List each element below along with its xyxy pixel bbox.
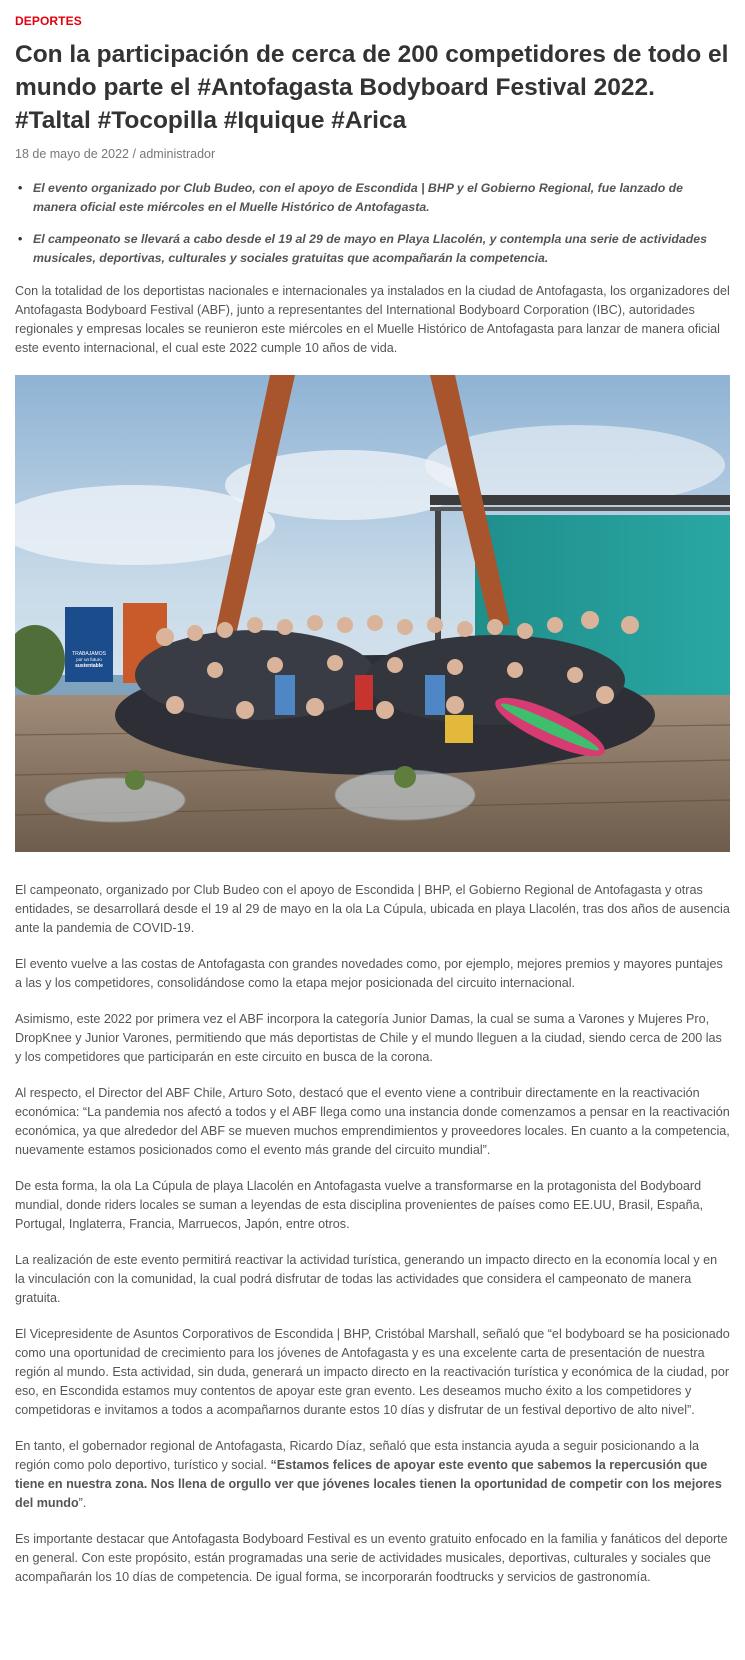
body-paragraph: Asimismo, este 2022 por primera vez el ABF incorpora la categoría Junior Damas, la cual se suma a Varones y Mujeres Pro, DropKnee y Junior Varones, permitiendo que más deportistas de Chile y el mundo lleguen a la ciudad, siendo cerca de 200 las y los competidores que participarán en este circuito en busca de la corona. — [15, 1012, 722, 1064]
bullet-icon: • — [18, 232, 23, 246]
meta-separator: / — [128, 147, 140, 161]
publish-date: 18 de mayo de 2022 — [15, 147, 129, 161]
event-photo — [15, 375, 730, 852]
governor-lead: En tanto, el gobernador regional de Antofagasta, Ricardo Díaz, señaló que esta instancia ayuda a seguir posicionando a la región como polo deportivo, turístico y social. — [15, 1439, 700, 1472]
body-paragraph: De esta forma, la ola La Cúpula de playa Llacolén en Antofagasta vuelve a transformarse en la protagonista del Bodyboard mundial, donde riders locales se suman a leyendas de esta disciplina provenientes de países como EE.UU, Brasil, España, Portugal, Inglaterra, Francia, Marruecos, Japón, entre otros. — [15, 1179, 704, 1231]
governor-tail: ”. — [78, 1496, 87, 1510]
governor-quote: “Estamos felices de apoyar este evento que sabemos la repercusión que tiene en nuestra zona. Nos llena de orgullo ver que jóvenes locales tienen la oportunidad de competir con los mejores del mundo — [15, 1458, 722, 1510]
article-meta — [15, 145, 730, 163]
governor-paragraph — [15, 1437, 730, 1513]
highlight-item — [18, 230, 730, 268]
closing-paragraph: Es importante destacar que Antofagasta Bodyboard Festival es un evento gratuito enfocado en la familia y fanáticos del deporte en general. Con este propósito, están programadas una serie de actividades musicales, deportivas, culturales y sociales que acompañarán los 10 días de competencia. De igual forma, se incorporarán foodtrucks y servicios de gastronomía. — [15, 1532, 728, 1584]
category-link[interactable]: DEPORTES — [15, 14, 82, 28]
banner-text-1: TRABAJAMOS — [72, 651, 106, 657]
article-title: Con la participación de cerca de 200 competidores de todo el mundo parte el #Antofagasta Bodyboard Festival 2022. #Taltal #Tocopilla #Iquique #Arica — [15, 41, 729, 134]
body-paragraph: Al respecto, el Director del ABF Chile, Arturo Soto, destacó que el evento viene a contribuir directamente en la reactivación económica: “La pandemia nos afectó a todos y el ABF llega como una instancia donde comenzamos a pensar en la reactivación económica, ya que alrededor del ABF se mueven muchos emprendimientos y proveedores locales. En cuanto a la competencia, nuevamente estamos posicionados como el evento más grande del circuito mundial”. — [15, 1086, 730, 1157]
body-paragraph: El campeonato, organizado por Club Budeo con el apoyo de Escondida | BHP, el Gobierno Regional de Antofagasta y otras entidades, se desarrollará desde el 19 al 29 de mayo en la ola La Cúpula, ubicada en playa Llacolén, tras dos años de ausencia ante la pandemia de COVID-19. — [15, 883, 730, 935]
bullet-icon: • — [18, 181, 23, 195]
banner-text-2: por un futuro — [76, 657, 102, 662]
body-paragraph: El evento vuelve a las costas de Antofagasta con grandes novedades como, por ejemplo, mejores premios y mayores puntajes a las y los competidores, consolidándose como la etapa mejor posicionada del circuito internacional. — [15, 957, 723, 990]
highlight-text: El campeonato se llevará a cabo desde el 19 al 29 de mayo en Playa Llacolén, y contempla una serie de actividades musicales, deportivas, culturales y sociales gratuitas que acompañarán la competencia. — [33, 232, 707, 265]
body-paragraph: El Vicepresidente de Asuntos Corporativos de Escondida | BHP, Cristóbal Marshall, señaló que “el bodyboard se ha posicionado como una oportunidad de crecimiento para los jóvenes de Antofagasta y es una excelente carta de presentación de nuestra región al mundo. Esta actividad, sin duda, generará un impacto directo en la reactivación turística y económica de la ciudad, por eso, en Escondida estamos muy contentos de apoyar este gran evento. Les deseamos mucho éxito a los competidores y competidoras e invitamos a todos a acompañarnos durante estos 10 días y disfrutar de un festival deportivo de alto nivel”. — [15, 1327, 730, 1417]
highlight-item — [18, 179, 730, 217]
body-paragraph: La realización de este evento permitirá reactivar la actividad turística, generando un impacto directo en la economía local y en la vinculación con la comunidad, la cual podrá disfrutar de todas las actividades que considera el campeonato de manera gratuita. — [15, 1253, 718, 1305]
author-link[interactable]: administrador — [139, 147, 216, 161]
highlights-list — [15, 179, 730, 268]
intro-paragraph: Con la totalidad de los deportistas nacionales e internacionales ya instalados en la ciudad de Antofagasta, los organizadores del Antofagasta Bodyboard Festival (ABF), junto a representantes del International Bodyboard Corporation (IBC), autoridades regionales y empresas locales se reunieron este miércoles en el Muelle Histórico de Antofagasta para lanzar de manera oficial este evento internacional, el cual este 2022 cumple 10 años de vida. — [15, 284, 730, 355]
highlight-text: El evento organizado por Club Budeo, con el apoyo de Escondida | BHP y el Gobierno Regional, fue lanzado de manera oficial este miércoles en el Muelle Histórico de Antofagasta. — [33, 181, 684, 214]
banner-text-3: sustentable — [75, 663, 103, 669]
